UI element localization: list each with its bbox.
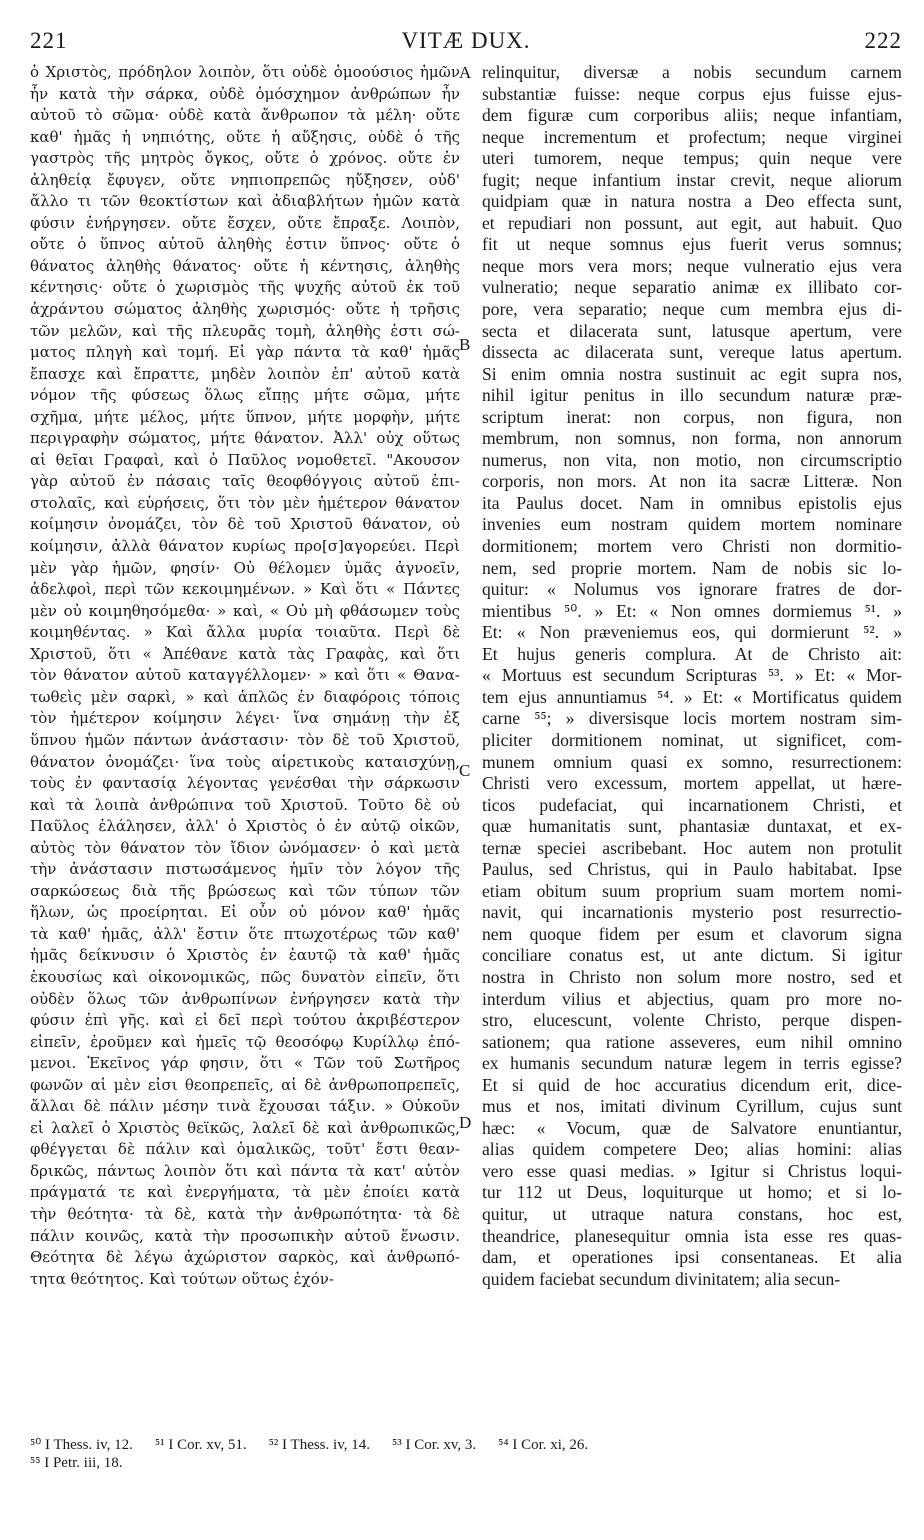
margin-marker-b: B <box>459 335 471 354</box>
latin-text-line: et repudiari non possunt, aut egit, aut habuit. Quo <box>482 212 902 233</box>
greek-text-line: ὁ Χριστὸς, πρόδηλον λοιπὸν, ὅτι οὐδὲ ὁμοούσιος ἡμῶν <box>30 63 460 81</box>
greek-text-line: φθέγγεται δὲ πάλιν καὶ ὁμαλικῶς, τοῦτ' ἔστι θεαν- <box>30 1140 460 1159</box>
greek-text-line: τητα θεότητος. Καὶ τούτων οὕτως ἐχόν- <box>30 1269 334 1288</box>
greek-text-line: ἦν κατὰ τὴν σάρκα, οὐδὲ ὁμόσχημον ἀνθρώπων ἦν <box>30 84 460 103</box>
greek-text-line: κοίμησιν ὀνομάζει, τὸν δὲ τοῦ Χριστοῦ θάνατον, οὐ <box>30 515 460 534</box>
footnote-reference: ⁵¹ I Cor. xv, 51. <box>154 1437 247 1453</box>
latin-text-line: dem figuræ cum corporibus aliis; neque infantiam, <box>482 105 902 126</box>
footnotes <box>30 1436 902 1472</box>
running-title: VITÆ DUX. <box>401 28 531 53</box>
latin-text-line: ternæ speciei ascribebant. Hoc autem non protulit <box>482 837 902 858</box>
latin-text-line: dormitionem; mortem vero Christi non dormitio- <box>482 536 902 557</box>
greek-text-line: σχῆμα, μήτε μέλος, μήτε ὕπνον, μήτε μορφὴν, μήτε <box>30 407 460 426</box>
latin-text-line: alias quidem competere Deo; alias homini: alias <box>482 1139 902 1160</box>
greek-text-line: τῶν μελῶν, καὶ τῆς πλευρᾶς τομὴ, ἀληθὴς ἐστι σώ- <box>30 321 460 340</box>
latin-text-line: Si enim omnia nostra sustinuit ac egit supra nos, <box>482 363 902 384</box>
latin-text-line: numerus, non vita, non motio, non circumscriptio <box>482 449 902 470</box>
greek-text-line: τωθεὶς μὲν σαρκὶ, » καὶ ἁπλῶς ἐν διαφόροις τόποις <box>30 687 460 706</box>
latin-text-line: quitur: « Nolumus vos ignorare fratres de dor- <box>482 579 902 600</box>
greek-text-line: σαρκώσεως διὰ τῆς βρώσεως καὶ τῶν τύπων τῶν <box>30 881 460 900</box>
latin-text-line: etiam obitum suum proprium suam mortem nomi- <box>482 880 902 901</box>
greek-text-line: πάλιν κοινῶς, κατὰ τὴν προσωπικὴν αὐτοῦ ἕνωσιν. <box>30 1226 460 1245</box>
latin-text-line: stro, elucescunt, volente Christo, perque dispen- <box>482 1010 902 1031</box>
greek-text-line: τὸν θάνατον αὐτοῦ καταγγέλλομεν· » καὶ ὅτι « Θανα- <box>30 666 460 685</box>
latin-text-line: quidem faciebat secundum divinitatem; alia secun- <box>482 1268 841 1289</box>
greek-text-line: μὲν οὐ κοιμηθησόμεθα· » καὶ, « Οὐ μὴ φθάσωμεν τοὺς <box>30 601 460 620</box>
greek-text-line: Παῦλος ἐλάλησεν, ἀλλ' ὁ Χριστὸς ὁ ἐν αὐτῷ οἰκῶν, <box>30 817 460 836</box>
greek-text-line: κοιμηθέντας. » Καὶ ἄλλα μυρία τοιαῦτα. Περὶ δὲ <box>30 623 460 642</box>
latin-text-line: nihil igitur penitus in illo secundum naturæ præ- <box>482 385 902 406</box>
latin-text-line: nostra in Christo non solum more nostro, sed et <box>482 966 902 987</box>
greek-text-line: τὴν θεότητα· τὰ δὲ, κατὰ τὴν ἀνθρωπότητα· τὰ δὲ <box>30 1204 460 1223</box>
greek-text-line: φωνῶν αἱ μὲν εἰσι θεοπρεπεῖς, αἱ δὲ ἀνθρωποπρεπεῖς, <box>30 1075 460 1094</box>
running-header <box>30 28 902 58</box>
latin-text-line: fugit; neque infantium instar crevit, neque aliorum <box>482 169 902 190</box>
latin-text-line: nem quoque fidem per esum et clavorum signa <box>482 923 902 944</box>
greek-text-line: καὶ τὰ λοιπὰ ἀνθρώπινα τοῦ Χριστοῦ. Τοῦτο δὲ οὐ <box>30 795 460 814</box>
latin-text-line: quæ humanitatis sunt, phantasiæ duntaxat, et ex- <box>482 816 902 837</box>
greek-text-line: κέντησις· οὔτε ὁ χωρισμὸς τῆς ψυχῆς αὐτοῦ ἐκ τοῦ <box>30 278 460 297</box>
latin-text-line: fit ut neque somnus ejus fuerit verus somnus; <box>482 234 902 255</box>
latin-text-line: hæc: « Vocum, quæ de Salvatore enuntiantur, <box>482 1117 902 1138</box>
footnote-reference: ⁵² I Thess. iv, 14. <box>268 1437 370 1453</box>
greek-text-line: μενοι. Ἐκεῖνος γάρ φησιν, ὅτι « Τῶν τοῦ Σωτῆρος <box>30 1054 460 1073</box>
greek-column <box>30 62 460 1432</box>
latin-text-line: tur 112 ut Deus, loquiturque ut homo; et si lo- <box>482 1182 902 1203</box>
greek-text-line: θάνατος ἀληθὴς θάνατος· οὔτε ἡ κέντησις, ἀληθὴς <box>30 256 460 275</box>
latin-text-line: neque mors vera mors; neque vulneratio ejus vera <box>482 255 902 276</box>
page-number-right: 222 <box>864 28 902 53</box>
greek-text-line: οὐδὲν ὅλως τῶν ἀνθρωπίνων ἐνήργησεν κατὰ τὴν <box>30 989 460 1008</box>
greek-text-line: μὲν γὰρ ἡμῶν, φησίν· Οὐ θέλομεν ὑμᾶς ἀγνοεῖν, <box>30 558 460 577</box>
latin-text-line: tem ejus annuntiamus ⁵⁴. » Et: « Mortificatus quidem <box>482 686 902 707</box>
greek-text-line: καθ' ἡμᾶς ἡ νηπιότης, οὔτε ἡ αὔξησις, οὐδὲ ὁ τῆς <box>30 127 460 146</box>
footnote-reference: ⁵³ I Cor. xv, 3. <box>391 1437 477 1453</box>
greek-text-line: τὴν ἀνάστασιν πιστωσάμενος ἡμῖν τὸν λόγον τῆς <box>30 860 460 879</box>
latin-text-line: carne ⁵⁵; » diversisque locis mortem nostram sim- <box>482 708 902 729</box>
latin-text-line: Et si quid de hoc accuratius dicendum erit, dice- <box>482 1074 902 1095</box>
latin-text-line: « Mortuus est secundum Scripturas ⁵³. » Et: « Mor- <box>482 665 902 686</box>
latin-text-line: ex humanis secundum naturæ legem in terris egisse? <box>482 1053 902 1074</box>
latin-text-line: vulneratio; neque separatio animæ ex illibato cor- <box>482 277 902 298</box>
margin-marker-d: D <box>459 1113 472 1132</box>
latin-text-line: sationem; qua ratione asseveres, eum nihil omnino <box>482 1031 902 1052</box>
greek-text-line: αὐτοῦ τὸ σῶμα· οὐδὲ κατὰ ἄνθρωπον τὰ μέλη· οὔτε <box>30 106 460 125</box>
latin-text-line: neque incrementum et profectum; neque virginei <box>482 126 902 147</box>
greek-text-line: ἔπασχε καὶ ἔπραττε, μηδὲν λοιπὸν ἐπ' αὐτοῦ κατὰ <box>30 364 460 383</box>
latin-text-line: dam, et operationes ipsi consentaneas. Et alia <box>482 1247 902 1268</box>
greek-text-line: ἀδελφοὶ, περὶ τῶν κεκοιμημένων. » Καὶ ὅτι « Πάντες <box>30 580 460 599</box>
greek-text-line: γαστρὸς τῆς μητρὸς ὄγκος, οὔτε ὁ χρόνος. οὔτε ἐν <box>30 149 460 168</box>
latin-text-line: Christi vero excessum, mortem appellat, ut hære- <box>482 773 902 794</box>
latin-text-line: membrum, non somnus, non forma, non annorum <box>482 428 902 449</box>
greek-text-line: περιγραφὴν σώματος, μήτε θάνατον. Ἀλλ' οὐχ οὕτως <box>30 429 460 448</box>
latin-text-line: Paulus, sed Christus, qui in Paulo habitabat. Ipse <box>482 859 902 880</box>
greek-text-line: φύσιν ἐπὶ γῆς. καὶ εἰ δεῖ περὶ τούτου ἀκριβέστερον <box>30 1011 460 1030</box>
footnote-row <box>30 1454 902 1472</box>
footnote-reference: ⁵⁰ I Thess. iv, 12. <box>30 1437 133 1453</box>
page-number-left: 221 <box>30 28 68 53</box>
footnote-row <box>30 1436 902 1454</box>
latin-column <box>482 62 902 1432</box>
greek-text-line: ἡμᾶς δείκνυσιν ὁ Χριστὸς ἐν ἑαυτῷ τὰ καθ' ἡμᾶς <box>30 946 460 965</box>
latin-text-line: Et: « Non præveniemus eos, qui dormierunt ⁵². » <box>482 622 902 643</box>
greek-text-line: νόμον τῆς φύσεως ὅλως εἴπῃς μήτε σῶμα, μήτε <box>30 386 460 405</box>
margin-marker-a: A <box>459 63 472 82</box>
greek-text-line: πράγματά τε καὶ ἐνεργήματα, τὰ μὲν ἐποίει κατὰ <box>30 1183 460 1202</box>
latin-text-line: quidpiam quæ in natura nostra a Deo effecta sunt, <box>482 191 902 212</box>
greek-text-line: ἀχράντου σώματος ἀληθὴς χωρισμός· οὔτε ἡ τρῆσις <box>30 300 460 319</box>
greek-text-line: ἥλων, ὡς προείρηται. Εἰ οὖν οὐ μόνον καθ' ἡμᾶς <box>30 903 460 922</box>
footnote-reference: ⁵⁵ I Petr. iii, 18. <box>30 1455 123 1471</box>
latin-text-line: ita Paulus docet. Nam in omnibus epistolis ejus <box>482 492 902 513</box>
greek-text-line: θάνατον ὀνομάζει· ἵνα τοὺς αἱρετικοὺς καταισχύνῃ, <box>30 752 460 771</box>
greek-text-line: τὸν ἡμέτερον κοίμησιν λέγει· ἵνα σημάνῃ τὴν ἐξ <box>30 709 460 728</box>
latin-text-line: secta et dilacerata sunt, latusque apertum, vere <box>482 320 902 341</box>
greek-text-line: γὰρ αὐτοῦ ἐν πάσαις ταῖς θεοφθόγγοις αὐτοῦ ἐπι- <box>30 472 460 491</box>
latin-text-line: dissecta ac dilacerata sunt, vereque latus apertum. <box>482 342 902 363</box>
greek-text-line: δρικῶς, πάντως λοιπὸν ὅτι καὶ πάντα τὰ κατ' αὐτὸν <box>30 1161 460 1180</box>
latin-text-line: relinquitur, diversæ a nobis secundum carnem <box>482 62 902 82</box>
latin-text-line: theandrice, planesequitur omnia ista esse res quas- <box>482 1225 902 1246</box>
latin-text-line: mus et nos, imitati divinum Cyrillum, cujus sunt <box>482 1096 902 1117</box>
latin-text-line: munem omnium quasi ex somno, resurrectionem: <box>482 751 902 772</box>
latin-text-line: nem, sed proprie mortem. Nam de nobis sic lo- <box>482 557 902 578</box>
latin-text-line: navit, qui incarnationis mysterio post resurrectio- <box>482 902 902 923</box>
greek-text-line: στολαῖς, καὶ εὑρήσεις, ὅτι τὸν μὲν ἡμέτερον θάνατον <box>30 493 460 512</box>
latin-text-line: quitur, ut utraque natura constans, hoc est, <box>482 1203 902 1224</box>
greek-text-line: αὐτὸς τὸν θάνατον τὸν ἴδιον ὠνόμασεν· ὁ καὶ μετὰ <box>30 838 460 857</box>
greek-text-line: οὔτε ὁ ὕπνος αὐτοῦ ἀληθὴς ἐστιν ὕπνος· οὔτε ὁ <box>30 235 460 254</box>
greek-text-line: αἱ θεῖαι Γραφαὶ, καὶ ὁ Παῦλος νομοθετεῖ. "Ακουσον <box>30 450 460 469</box>
greek-text-line: φύσιν ἐνήργησεν. οὔτε ἔσχεν, οὔτε ἔπραξε. Λοιπὸν, <box>30 213 460 232</box>
latin-text-line: Et hujus generis complura. At de Christo ait: <box>482 643 902 664</box>
greek-text-line: Χριστοῦ, ὅτι « Ἀπέθανε κατὰ τὰς Γραφὰς, καὶ ὅτι <box>30 644 460 663</box>
greek-text-line: τὰ καθ' ἡμᾶς, ἀλλ' ἔστιν ὅτε πτωχοτέρως τῶν καθ' <box>30 924 460 943</box>
latin-text-line: corporis, non mors. At non ita sacræ Litteræ. Non <box>482 471 902 492</box>
latin-text-line: pliciter dormitionem nominat, ut significet, com- <box>482 729 902 750</box>
latin-text-line: scriptum inerat: non corpus, non figura, non <box>482 406 902 427</box>
greek-text-line: ματος πληγὴ καὶ τομή. Εἰ γὰρ πάντα τὰ καθ' ἡμᾶς <box>30 343 460 362</box>
latin-text-line: invenies eum nostram quidem mortem nominare <box>482 514 902 535</box>
greek-text-line: κοίμησιν, ἀλλὰ θάνατον κυρίως προ[σ]αγορεύει. Περὶ <box>30 537 460 556</box>
footnote-reference: ⁵⁴ I Cor. xi, 26. <box>498 1437 589 1453</box>
latin-text-line: conciliare conatus est, ut ante dictum. Si igitur <box>482 945 902 966</box>
greek-text-line: εἰπεῖν, ἐροῦμεν καὶ ἡμεῖς τῷ θεοσόφῳ Κυρίλλῳ ἑπό- <box>30 1032 460 1051</box>
greek-text-line: ἄλλαι δὲ πάλιν μέσην τινὰ ἔχουσαι τάξιν. » Οὐκοῦν <box>30 1097 460 1116</box>
greek-text-line: ἑκουσίως καὶ οἰκονομικῶς, πῶς δυνατὸν εἰπεῖν, ὅτι <box>30 967 460 986</box>
greek-text-line: ὕπνου ἡμῶν πάντων ἀνάστασιν· τὸν δὲ τοῦ Χριστοῦ, <box>30 730 460 749</box>
latin-text-line: substantiæ fuisse: neque corpus ejus fuisse ejus- <box>482 83 902 104</box>
greek-text-line: εἰ λαλεῖ ὁ Χριστὸς θεϊκῶς, λαλεῖ δὲ καὶ ἀνθρωπικῶς, <box>30 1118 460 1137</box>
latin-text-line: pore, vera separatio; neque cum membra ejus di- <box>482 299 902 320</box>
greek-text-line: ἀληθείᾳ ἔφυγεν, οὔτε νηπιοπρεπῶς ηὔξησεν, οὐδ' <box>30 170 460 189</box>
latin-text-line: uteri tumorem, neque tempus; quin neque vere <box>482 148 902 169</box>
greek-text-line: τοὺς ἐν φαντασίᾳ λέγοντας γενέσθαι τὴν σάρκωσιν <box>30 774 460 793</box>
latin-text-line: mientibus ⁵⁰. » Et: « Non omnes dormiemus ⁵¹. » <box>482 600 902 621</box>
latin-text-line: vero esse quasi medias. » Igitur si Christus loqui- <box>482 1160 902 1181</box>
margin-marker-c: C <box>459 761 471 780</box>
greek-text-line: ἄλλο τι τῶν θεοκτίστων καὶ ἀδιαβλήτων ἡμῶν κατὰ <box>30 192 460 211</box>
latin-text-line: interdum vilius et abjectius, quam pro more no- <box>482 988 902 1009</box>
greek-text-line: Θεότητα δὲ λέγω ἀχώριστον σαρκὸς, καὶ ἀνθρωπό- <box>30 1248 460 1267</box>
latin-text-line: ticos pudefaciat, qui incarnationem Christi, et <box>482 794 902 815</box>
